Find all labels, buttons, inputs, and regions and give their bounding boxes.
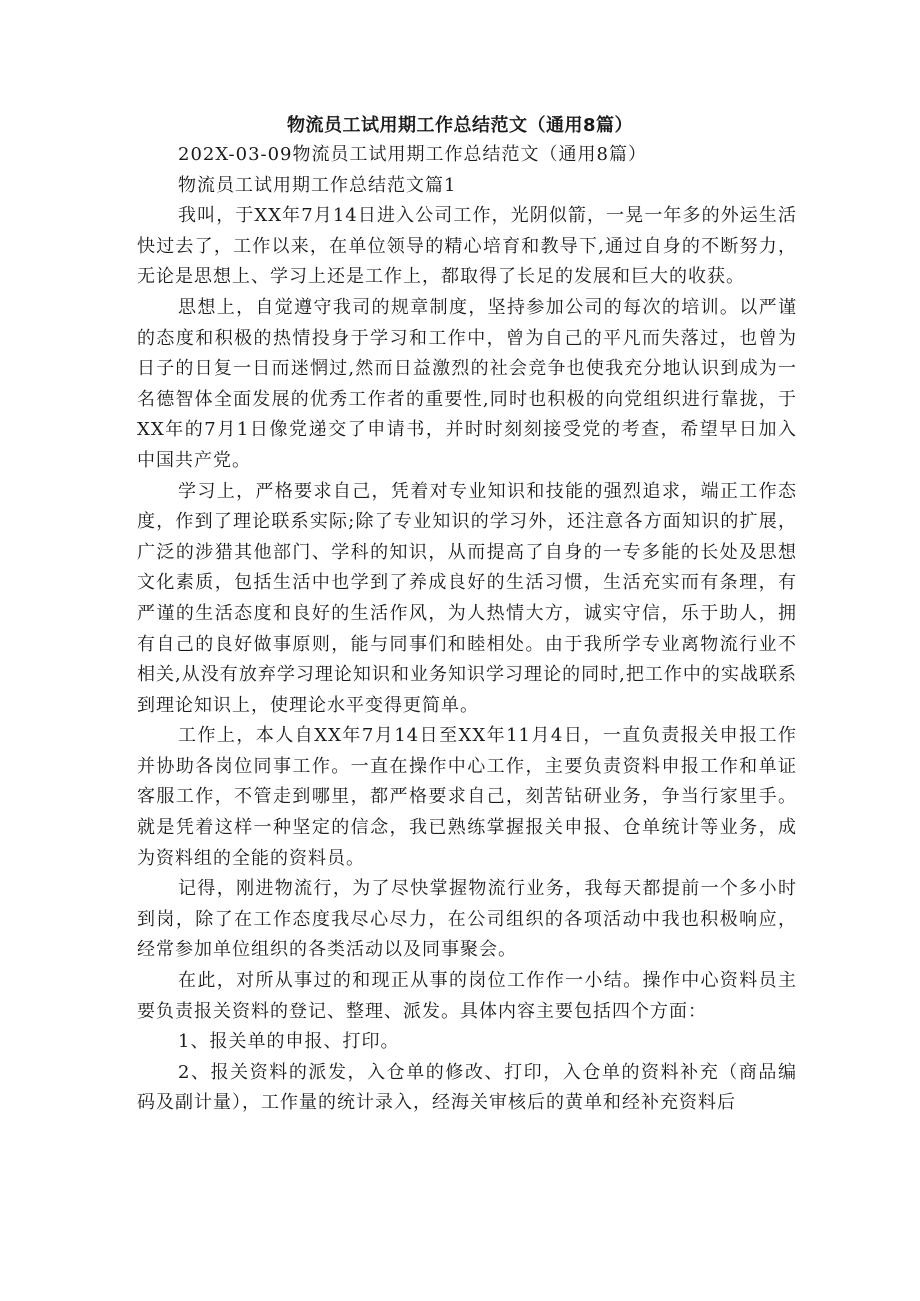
paragraph: 思想上，自觉遵守我司的规章制度，坚持参加公司的每次的培训。以严谨的态度和积极的热情投身于学习和工作中，曾为自己的平凡而失落过，也曾为日子的日复一日而迷惘过,然而日益激烈的社会竞争也使我充分地认识到成为一名德智体全面发展的优秀工作者的重要性,同时也积极的向党组织进行靠拢，于XX年的7月1日像党递交了申请书，并时时刻刻接受党的考查，希望早日加入中国共产党。	[137, 296, 797, 471]
document-title: 物流员工试用期工作总结范文（通用8篇）	[286, 115, 634, 136]
list-item: 1、报关单的申报、打印。	[178, 1031, 400, 1053]
paragraph: 记得，刚进物流行，为了尽快掌握物流行业务，我每天都提前一个多小时到岗，除了在工作态度我尽心尽力，在公司组织的各项活动中我也积极响应，经常参加单位组织的各类活动以及同事聚会。	[137, 878, 797, 961]
paragraph: 工作上，本人自XX年7月14日至XX年11月4日，一直负责报关申报工作并协助各岗位同事工作。一直在操作中心工作，主要负责资料申报工作和单证客服工作，不管走到哪里，都严格要求自己，刻苦钻研业务，争当行家里手。就是凭着这样一种坚定的信念，我已熟练掌握报关申报、仓单统计等业务，成为资料组的全能的资料员。	[137, 725, 797, 869]
date-line: 202X-03-09物流员工试用期工作总结范文（通用8篇）	[178, 144, 647, 165]
list-item: 2、报关资料的派发，入仓单的修改、打印，入仓单的资料补充（商品编码及副计量），工作量的统计录入，经海关审核后的黄单和经补充资料后	[137, 1061, 797, 1114]
section-heading: 物流员工试用期工作总结范文篇1	[178, 174, 457, 196]
document-body	[137, 140, 797, 1119]
paragraph: 我叫，于XX年7月14日进入公司工作，光阴似箭，一晃一年多的外运生活快过去了，工作以来，在单位领导的精心培育和教导下,通过自身的不断努力，无论是思想上、学习上还是工作上，都取得了长足的发展和巨大的收获。	[137, 205, 797, 288]
paragraph: 学习上，严格要求自己，凭着对专业知识和技能的强烈追求，端正工作态度，作到了理论联系实际;除了专业知识的学习外，还注意各方面知识的扩展，广泛的涉猎其他部门、学科的知识，从而提高了自身的一专多能的长处及思想文化素质，包括生活中也学到了养成良好的生活习惯，生活充实而有条理，有严谨的生活态度和良好的生活作风，为人热情大方，诚实守信，乐于助人，拥有自己的良好做事原则，能与同事们和睦相处。由于我所学专业离物流行业不相关,从没有放弃学习理论知识和业务知识学习理论的同时,把工作中的实战联系到理论知识上，使理论水平变得更简单。	[137, 480, 797, 716]
paragraph: 在此，对所从事过的和现正从事的岗位工作作一小结。操作中心资料员主要负责报关资料的登记、整理、派发。具体内容主要包括四个方面：	[137, 970, 797, 1022]
